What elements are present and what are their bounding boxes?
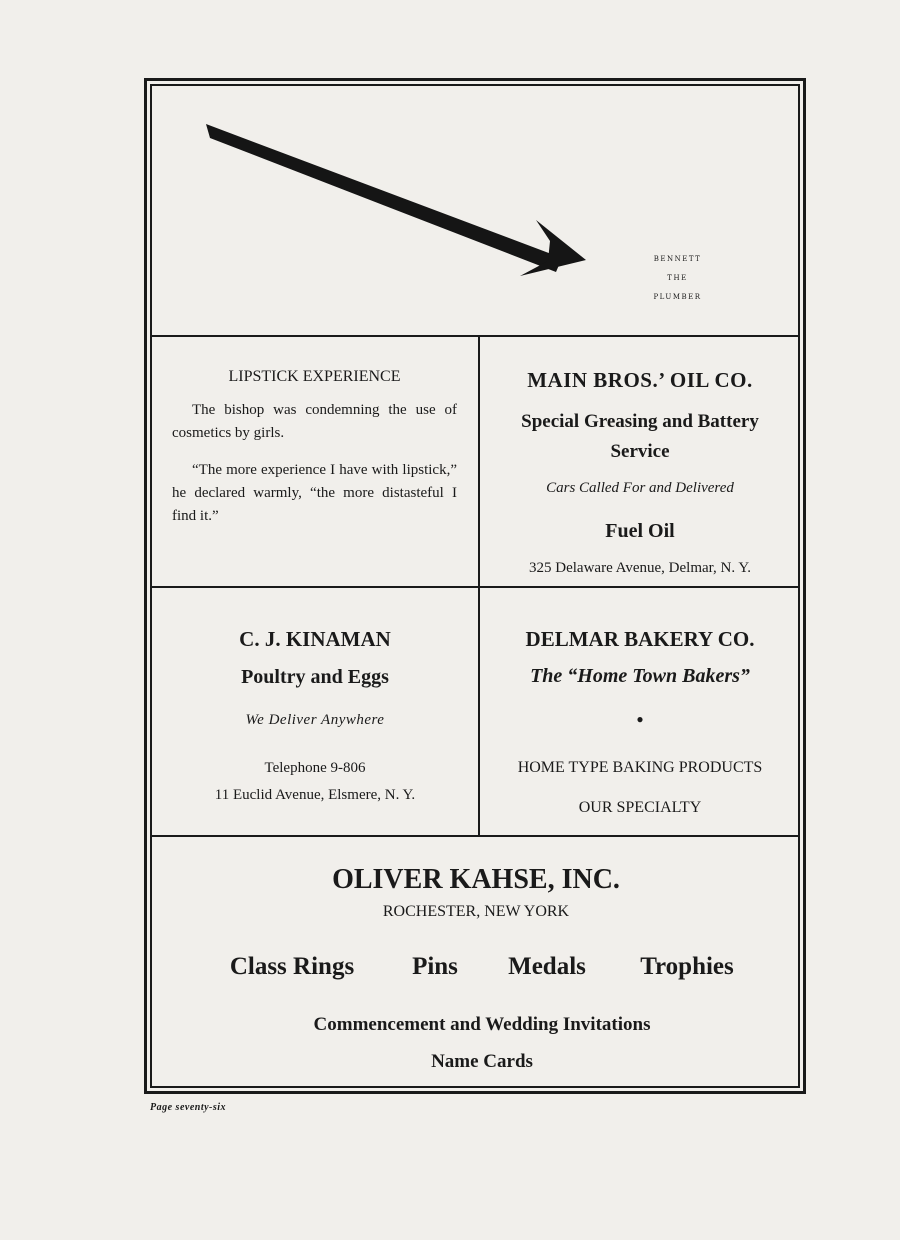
kahse-invitations: Commencement and Wedding Invitations — [313, 1014, 651, 1035]
kahse-item-medals: Medals — [508, 953, 586, 980]
main-bros-service-line2: Service — [610, 441, 670, 462]
kahse-item-pins: Pins — [412, 953, 458, 980]
kinaman-name: C. J. KINAMAN — [239, 627, 391, 651]
bakery-line1: HOME TYPE BAKING PRODUCTS — [517, 759, 763, 776]
divider-middle — [152, 586, 800, 588]
kahse-name: OLIVER KAHSE, INC. — [332, 864, 620, 895]
kahse-item-class-rings: Class Rings — [229, 953, 355, 980]
arrow-icon — [196, 118, 596, 288]
bennett-ad — [635, 250, 720, 307]
kahse-city: ROCHESTER, NEW YORK — [382, 903, 570, 920]
bennett-name: BENNETT — [653, 255, 702, 263]
kinaman-products: Poultry and Eggs — [241, 666, 389, 688]
main-bros-name: MAIN BROS.’ OIL CO. — [527, 368, 753, 392]
joke-title: LIPSTICK EXPERIENCE — [228, 368, 401, 385]
bakery-name: DELMAR BAKERY CO. — [525, 627, 755, 651]
lipstick-joke — [172, 368, 457, 542]
bennett-the: THE — [667, 274, 688, 282]
page-number: Page seventy-six — [150, 1102, 227, 1113]
kinaman-address: 11 Euclid Avenue, Elsmere, N. Y. — [214, 787, 416, 803]
bakery-bullet: ● — [636, 712, 644, 726]
main-bros-tagline: Cars Called For and Delivered — [546, 480, 734, 496]
bakery-tagline: The “Home Town Bakers” — [530, 665, 750, 687]
joke-paragraph-1: The bishop was condemning the use of cosmetics by girls. — [172, 402, 457, 441]
kahse-item-trophies: Trophies — [640, 953, 734, 980]
joke-paragraph-2: “The more experience I have with lipstick,” he declared warmly, “the more distasteful I find it.” — [172, 462, 457, 524]
main-bros-fuel: Fuel Oil — [605, 520, 675, 542]
kinaman-tagline: We Deliver Anywhere — [245, 712, 385, 728]
divider-lower — [152, 835, 800, 837]
kinaman-phone: Telephone 9-806 — [264, 760, 366, 776]
main-bros-service-line1: Special Greasing and Battery — [521, 411, 759, 432]
bennett-trade: PLUMBER — [653, 293, 702, 301]
arrow-shaft — [206, 124, 562, 272]
divider-top — [152, 335, 800, 337]
bakery-line2: OUR SPECIALTY — [578, 799, 702, 816]
kahse-name-cards: Name Cards — [431, 1051, 533, 1072]
main-bros-address: 325 Delaware Avenue, Delmar, N. Y. — [529, 560, 751, 576]
